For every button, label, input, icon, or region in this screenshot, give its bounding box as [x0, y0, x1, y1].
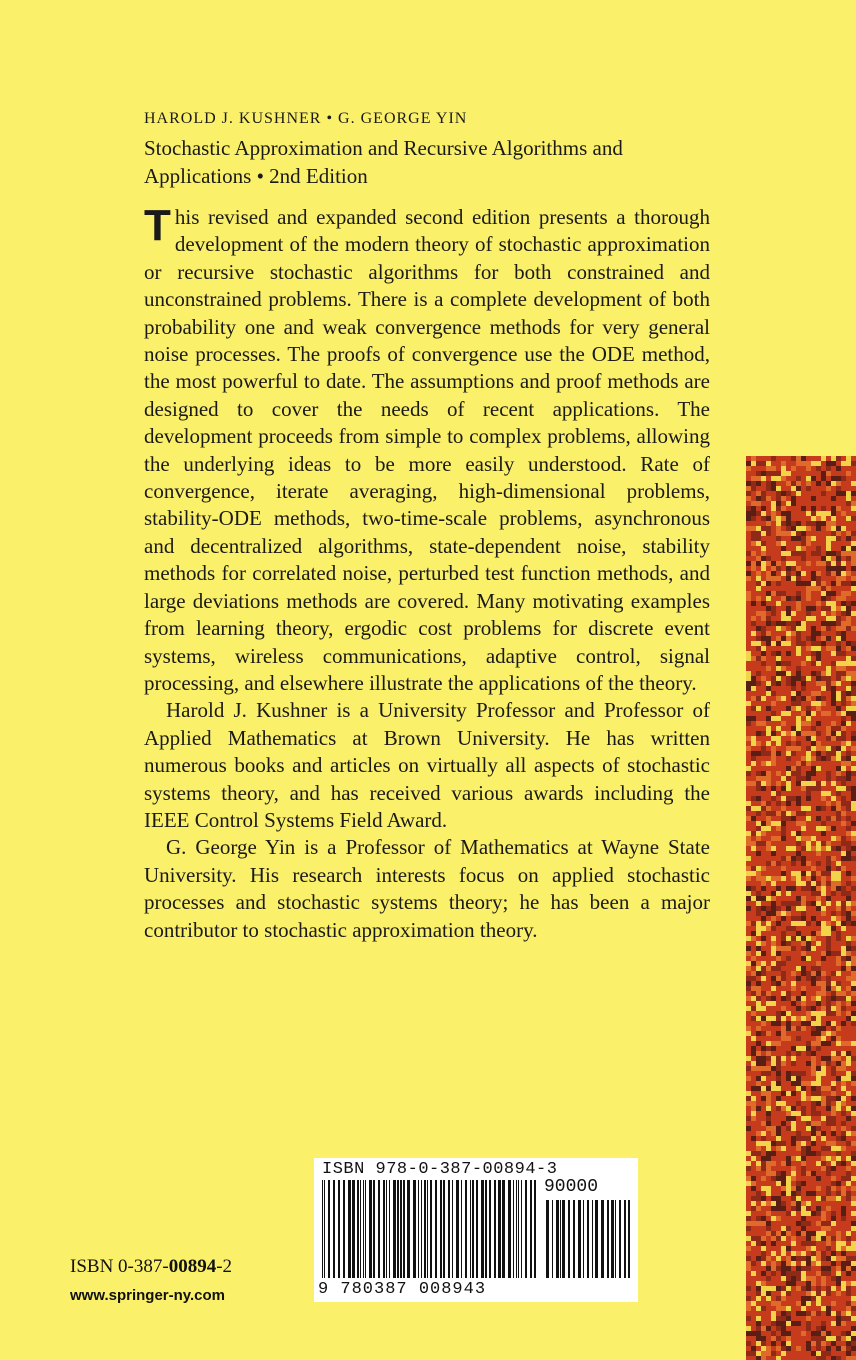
barcode-price-code: 90000	[544, 1177, 599, 1197]
barcode-isbn13: ISBN 978-0-387-00894-3	[322, 1160, 558, 1179]
drop-cap: T	[144, 201, 171, 250]
author-bio-kushner: Harold J. Kushner is a University Professor and Professor of Applied Mathematics at Brown University. He has written numerous books and articles on virtually all aspects of stochastic systems theory, and has received various awards including the IEEE Control Systems Field Award.	[144, 698, 710, 832]
book-title: Stochastic Approximation and Recursive Algorithms and Applications • 2nd Edition	[144, 136, 623, 188]
description-paragraph-1	[144, 201, 710, 697]
noise-pattern	[746, 456, 856, 1360]
isbn10	[70, 1256, 232, 1278]
barcode-main-bars	[320, 1180, 540, 1278]
description-text	[144, 201, 710, 944]
barcode-addon-bars	[544, 1200, 632, 1278]
paragraph-1-text: his revised and expanded second edition presents a thorough development of the modern theory of stochastic approximation or recursive stochastic algorithms for both constrained and unconstrained problems. There is a complete development of both probability one and weak convergence methods for very general noise processes. The proofs of convergence use the ODE method, the most powerful to date. The assumptions and proof methods are designed to cover the needs of recent applications. The development proceeds from simple to complex problems, allowing the underlying ideas to be more easily understood. Rate of convergence, iterate averaging, high-dimensional problems, stability-ODE methods, two-time-scale problems, asynchronous and decentralized algorithms, state-dependent noise, stability methods for correlated noise, perturbed test function methods, and large deviations methods are covered. Many motivating examples from learning theory, ergodic cost problems for discrete event systems, wireless communications, adaptive control, signal processing, and elsewhere illustrate the applications of the theory.	[144, 205, 710, 695]
barcode-digits: 9 780387 008943	[318, 1280, 487, 1299]
isbn10-bold: 00894	[168, 1256, 217, 1277]
isbn10-prefix: ISBN 0-387-	[70, 1256, 169, 1277]
decorative-noise-strip	[746, 456, 856, 1360]
isbn10-suffix: -2	[216, 1256, 233, 1277]
publisher-website: www.springer-ny.com	[70, 1287, 226, 1304]
author-bio-yin: G. George Yin is a Professor of Mathematics at Wayne State University. His research interests focus on applied stochastic processes and stochastic systems theory; he has been a major contributor to stochastic approximation theory.	[144, 835, 710, 942]
barcode-label	[314, 1158, 638, 1302]
author-names: HAROLD J. KUSHNER • G. GEORGE YIN	[144, 110, 468, 127]
